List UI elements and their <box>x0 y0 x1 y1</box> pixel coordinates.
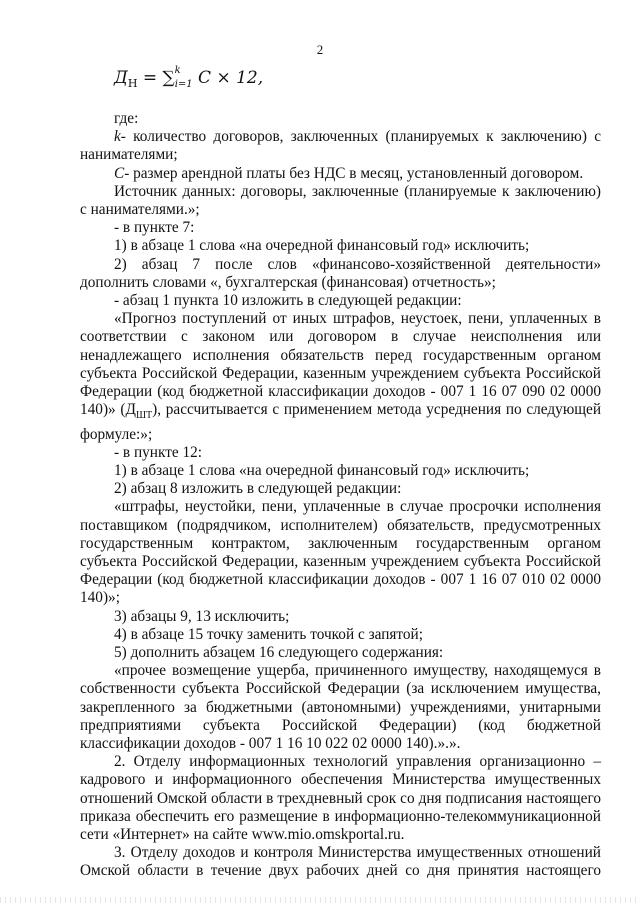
paragraph: 3) абзацы 9, 13 исключить; <box>114 607 290 625</box>
paragraph: 2. Отделу информационных технологий управления организационно – кадрового и информационного обеспечения Министерства имущественных отношений Омской области в трехдневный срок со дня подписания настоящего приказа обеспечить его размещение в информационно-телекоммуникационной сети «Интернет» на сайте www.mio.omskportal.ru. <box>80 753 601 843</box>
formula: $Д_Н = \sum ki=1$ C × 12, <box>114 65 264 90</box>
paragraph: Источник данных: договоры, заключенные (планируемые к заключению) с нанимателями.»; <box>80 182 601 219</box>
paragraph: C- размер арендной платы без НДС в месяц, установленный договором. <box>114 164 584 182</box>
paragraph: k- количество договоров, заключенных (планируемых к заключению) с нанимателями; <box>80 128 601 164</box>
formula-lhs: Д <box>114 68 128 88</box>
document-body <box>80 110 601 881</box>
paragraph: 1) в абзаце 1 слова «на очередной финансовый год» исключить; <box>114 461 530 479</box>
paragraph: - абзац 1 пункта 10 изложить в следующей редакции: <box>114 292 462 310</box>
page-number: 2 <box>316 42 324 57</box>
paragraph: 2) абзац 7 после слов «финансово-хозяйственной деятельности» дополнить словами «, бухгалтерская (финансовая) отчетность»; <box>80 255 601 291</box>
scan-artifact <box>0 897 640 903</box>
formula-lhs-sub: Н <box>127 77 138 90</box>
paragraph: - в пункте 7: <box>114 219 195 237</box>
paragraph: «штрафы, неустойки, пени, уплаченные в случае просрочки исполнения поставщиком (подрядчиком, исполнителем) обязательств, предусмотренных государственным контрактом, заключенным государственным органом субъекта Российской Федерации, казенным учреждением субъекта Российской Федерации (код бюджетной классификации доходов - 007 1 16 07 010 02 0000 140)»; <box>80 498 601 607</box>
paragraph: 1) в абзаце 1 слова «на очередной финансовый год» исключить; <box>114 237 530 255</box>
paragraph: 5) дополнить абзацем 16 следующего содержания: <box>114 643 444 661</box>
formula-rhs: C × 12, <box>198 68 264 88</box>
paragraph: 3. Отделу доходов и контроля Министерства имущественных отношений Омской области в течение двух рабочих дней со дня принятия настоящего <box>80 844 601 880</box>
formula-sum-limits: ki=1 <box>174 65 193 90</box>
paragraph: 2) абзац 8 изложить в следующей редакции: <box>114 480 402 498</box>
paragraph: - в пункте 12: <box>114 443 203 461</box>
paragraph: 4) в абзаце 15 точку заменить точкой с запятой; <box>114 625 423 643</box>
paragraph: «Прогноз поступлений от иных штрафов, неустоек, пени, уплаченных в соответствии с законом или договором в случае неисполнения или ненадлежащего исполнения обязательств перед государственным органом субъекта Российской Федерации, казенным учреждением субъекта Российской Федерации (код бюджетной классификации доходов - 007 1 16 07 090 02 0000 140)» $(Д_{ШТ})$, рассчитывается с применением метода усреднения по следующей формуле:»; <box>80 310 602 443</box>
paragraph: «прочее возмещение ущерба, причиненного имуществу, находящемуся в собственности субъекта Российской Федерации (за исключением имущества, закрепленного за бюджетными (автономными) учреждениями, унитарными предприятиями субъекта Российской Федерации) (код бюджетной классификации доходов - 007 1 16 10 022 02 0000 140).».». <box>80 662 601 752</box>
paragraph: где: <box>114 110 139 127</box>
